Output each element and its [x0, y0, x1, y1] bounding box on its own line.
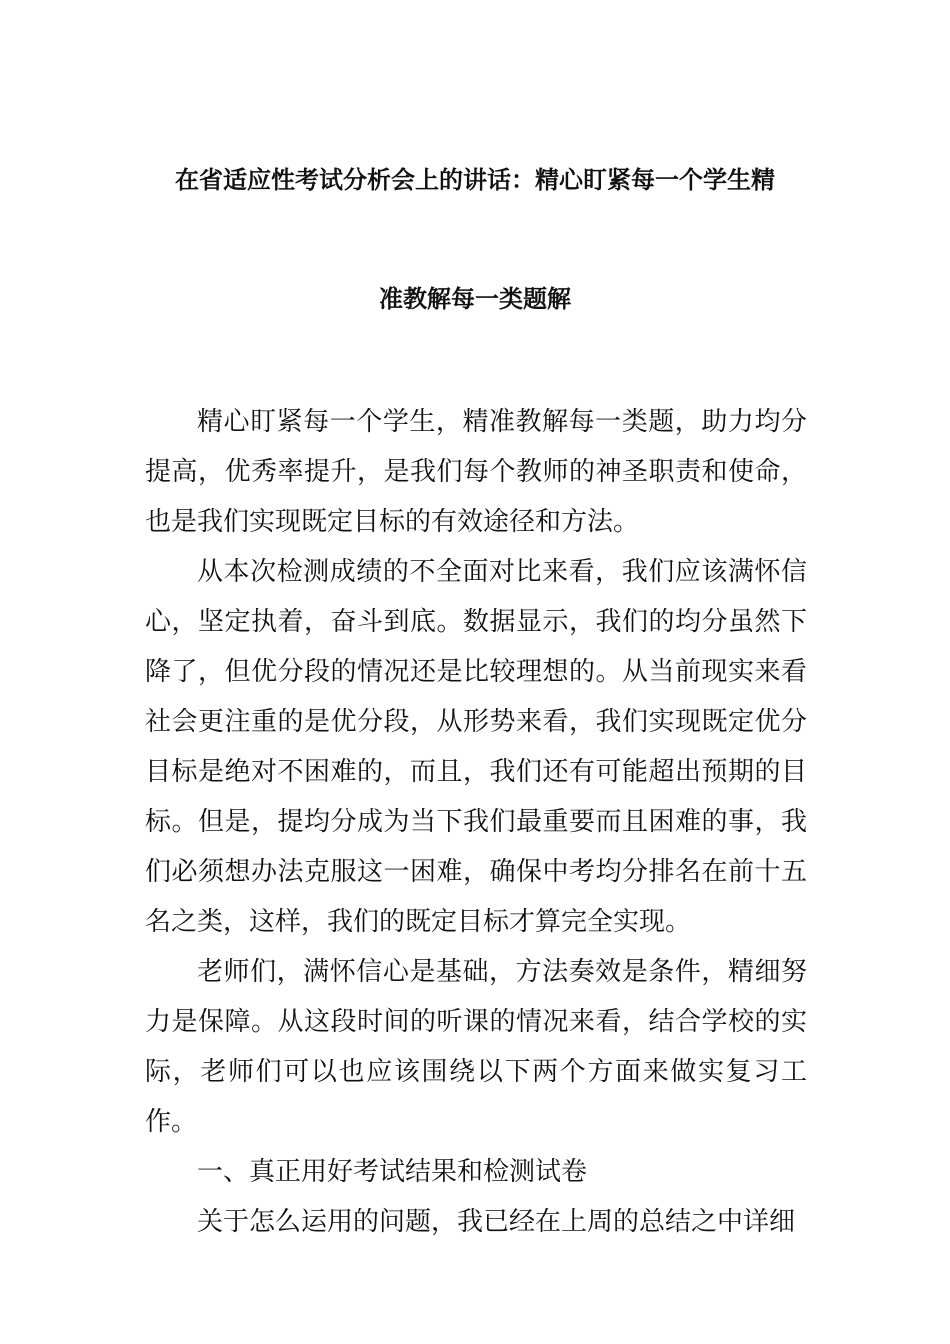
body-paragraph-1: 精心盯紧每一个学生，精准教解每一类题，助力均分提高，优秀率提升，是我们每个教师的神圣职责和使命，也是我们实现既定目标的有效途径和方法。 [145, 407, 807, 537]
document-title-line-2: 准教解每一类题解 [379, 285, 571, 313]
document-body [145, 397, 807, 1247]
body-paragraph-2: 从本次检测成绩的不全面对比来看，我们应该满怀信心，坚定执着，奋斗到底。数据显示，我们的均分虽然下降了，但优分段的情况还是比较理想的。从当前现实来看社会更注重的是优分段，从形势来看，我们实现既定优分目标是绝对不困难的，而且，我们还有可能超出预期的目标。但是，提均分成为当下我们最重要而且困难的事，我们必须想办法克服这一困难，确保中考均分排名在前十五名之类，这样，我们的既定目标才算完全实现。 [145, 557, 807, 937]
body-paragraph-3: 老师们，满怀信心是基础，方法奏效是条件，精细努力是保障。从这段时间的听课的情况来看，结合学校的实际，老师们可以也应该围绕以下两个方面来做实复习工作。 [145, 957, 807, 1137]
body-paragraph-4: 关于怎么运用的问题，我已经在上周的总结之中详细 [197, 1207, 796, 1237]
section-heading-1: 一、真正用好考试结果和检测试卷 [197, 1157, 588, 1187]
document-title-line-1: 在省适应性考试分析会上的讲话：精心盯紧每一个学生精 [175, 166, 775, 194]
